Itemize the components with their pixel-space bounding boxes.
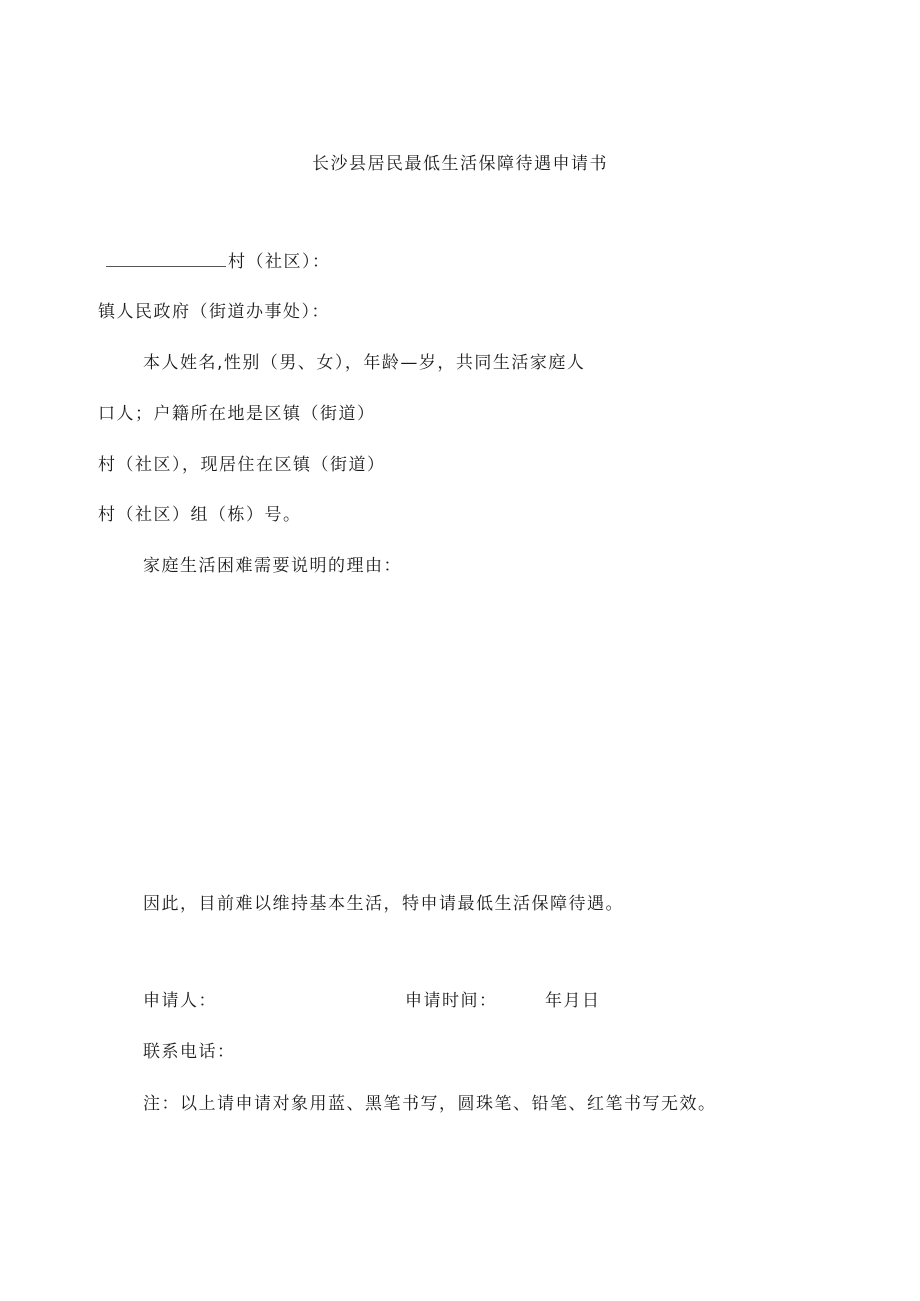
body-line-1: 本人姓名,性别（男、女），年龄—岁，共同生活家庭人 [143,353,586,373]
conclusion-text: 因此，目前难以维持基本生活，特申请最低生活保障待遇。 [143,894,624,914]
addressee-line-town: 镇人民政府（街道办事处）： [98,302,330,322]
apply-time-label: 申请时间： [405,991,498,1011]
body-line-3: 村（社区），现居住在区镇（街道） [98,455,386,475]
document-title: 长沙县居民最低生活保障待遇申请书 [312,154,608,174]
body-line-2: 口人；户籍所在地是区镇（街道） [98,404,376,424]
phone-label: 联系电话： [143,1042,236,1062]
village-suffix: 村（社区）： [228,252,331,272]
date-label: 年月日 [545,991,601,1011]
body-line-4: 村（社区）组（栋）号。 [98,505,302,525]
applicant-label: 申请人： [143,991,217,1011]
reason-label: 家庭生活困难需要说明的理由： [143,556,402,576]
note-text: 注：以上请申请对象用蓝、黑笔书写，圆珠笔、铅笔、红笔书写无效。 [143,1094,717,1114]
village-blank [106,250,226,267]
addressee-line-village [106,250,331,274]
